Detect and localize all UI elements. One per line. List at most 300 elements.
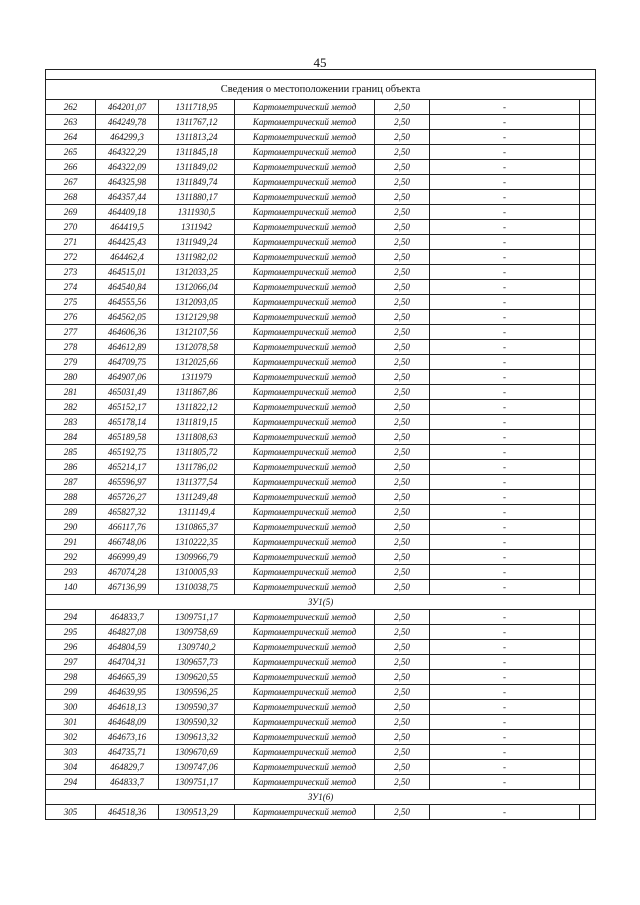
coordinate-x-cell: 464357,44: [96, 190, 159, 205]
accuracy-cell: 2,50: [375, 460, 430, 475]
table-body: [46, 70, 596, 820]
method-cell: Картометрический метод: [235, 370, 375, 385]
method-cell: Картометрический метод: [235, 415, 375, 430]
table-row: [46, 310, 596, 325]
empty-cell: [580, 655, 596, 670]
coordinate-x-cell: 465192,75: [96, 445, 159, 460]
accuracy-cell: 2,50: [375, 745, 430, 760]
description-cell: -: [430, 670, 580, 685]
coordinate-y-cell: 1309747,06: [159, 760, 235, 775]
coordinate-x-cell: 466748,06: [96, 535, 159, 550]
coordinate-y-cell: 1311718,95: [159, 100, 235, 115]
description-cell: -: [430, 265, 580, 280]
method-cell: Картометрический метод: [235, 130, 375, 145]
coordinate-y-cell: 1312093,05: [159, 295, 235, 310]
coordinate-y-cell: 1311822,12: [159, 400, 235, 415]
description-cell: -: [430, 520, 580, 535]
table-row: [46, 625, 596, 640]
coordinate-x-cell: 467074,28: [96, 565, 159, 580]
table-row: [46, 565, 596, 580]
point-number-cell: 292: [46, 550, 96, 565]
table-row: [46, 610, 596, 625]
point-number-cell: 272: [46, 250, 96, 265]
coordinate-y-cell: 1309590,37: [159, 700, 235, 715]
method-cell: Картометрический метод: [235, 385, 375, 400]
method-cell: Картометрический метод: [235, 745, 375, 760]
coordinate-y-cell: 1311942: [159, 220, 235, 235]
method-cell: Картометрический метод: [235, 505, 375, 520]
accuracy-cell: 2,50: [375, 340, 430, 355]
empty-cell: [580, 430, 596, 445]
point-number-cell: 302: [46, 730, 96, 745]
accuracy-cell: 2,50: [375, 235, 430, 250]
point-number-cell: 263: [46, 115, 96, 130]
empty-cell: [580, 625, 596, 640]
coordinate-y-cell: 1309751,17: [159, 610, 235, 625]
description-cell: -: [430, 805, 580, 820]
description-cell: -: [430, 115, 580, 130]
table-row: [46, 190, 596, 205]
coordinate-x-cell: 464673,16: [96, 730, 159, 745]
point-number-cell: 295: [46, 625, 96, 640]
point-number-cell: 303: [46, 745, 96, 760]
coordinate-y-cell: 1312078,58: [159, 340, 235, 355]
accuracy-cell: 2,50: [375, 610, 430, 625]
coordinate-y-cell: 1310005,93: [159, 565, 235, 580]
accuracy-cell: 2,50: [375, 160, 430, 175]
coordinate-x-cell: 464606,36: [96, 325, 159, 340]
coordinate-y-cell: 1311813,24: [159, 130, 235, 145]
coordinate-x-cell: 464833,7: [96, 610, 159, 625]
description-cell: -: [430, 535, 580, 550]
table-row: [46, 460, 596, 475]
point-number-cell: 140: [46, 580, 96, 595]
coordinate-y-cell: 1309657,73: [159, 655, 235, 670]
accuracy-cell: 2,50: [375, 640, 430, 655]
table-row: [46, 340, 596, 355]
description-cell: -: [430, 160, 580, 175]
description-cell: -: [430, 745, 580, 760]
table-row: [46, 730, 596, 745]
description-cell: -: [430, 505, 580, 520]
empty-cell: [580, 565, 596, 580]
empty-cell: [580, 670, 596, 685]
method-cell: Картометрический метод: [235, 100, 375, 115]
empty-cell: [580, 400, 596, 415]
method-cell: Картометрический метод: [235, 625, 375, 640]
point-number-cell: 287: [46, 475, 96, 490]
coordinate-x-cell: 465189,58: [96, 430, 159, 445]
point-number-cell: 279: [46, 355, 96, 370]
empty-cell: [580, 280, 596, 295]
empty-cell: [580, 460, 596, 475]
coordinate-x-cell: 464322,29: [96, 145, 159, 160]
coordinate-y-cell: 1309596,25: [159, 685, 235, 700]
point-number-cell: 293: [46, 565, 96, 580]
coordinate-y-cell: 1311849,74: [159, 175, 235, 190]
accuracy-cell: 2,50: [375, 130, 430, 145]
table-row: [46, 385, 596, 400]
empty-cell: [580, 490, 596, 505]
method-cell: Картометрический метод: [235, 400, 375, 415]
description-cell: -: [430, 400, 580, 415]
accuracy-cell: 2,50: [375, 250, 430, 265]
empty-cell: [580, 700, 596, 715]
accuracy-cell: 2,50: [375, 535, 430, 550]
table-title: Сведения о местоположении границ объекта: [46, 80, 596, 100]
accuracy-cell: 2,50: [375, 400, 430, 415]
coordinate-x-cell: 464322,09: [96, 160, 159, 175]
point-number-cell: 289: [46, 505, 96, 520]
empty-cell: [580, 775, 596, 790]
point-number-cell: 298: [46, 670, 96, 685]
accuracy-cell: 2,50: [375, 565, 430, 580]
header-spacer-row: [46, 70, 596, 80]
description-cell: -: [430, 130, 580, 145]
coordinate-x-cell: 465178,14: [96, 415, 159, 430]
description-cell: -: [430, 250, 580, 265]
empty-cell: [580, 610, 596, 625]
accuracy-cell: 2,50: [375, 265, 430, 280]
table-row: [46, 370, 596, 385]
coordinate-y-cell: 1310038,75: [159, 580, 235, 595]
coordinate-y-cell: 1311805,72: [159, 445, 235, 460]
empty-cell: [580, 520, 596, 535]
point-number-cell: 286: [46, 460, 96, 475]
coordinate-y-cell: 1311819,15: [159, 415, 235, 430]
coordinate-y-cell: 1311249,48: [159, 490, 235, 505]
coordinate-x-cell: 464704,31: [96, 655, 159, 670]
accuracy-cell: 2,50: [375, 520, 430, 535]
description-cell: -: [430, 775, 580, 790]
coordinate-x-cell: 464540,84: [96, 280, 159, 295]
empty-cell: [580, 415, 596, 430]
empty-cell: [580, 580, 596, 595]
table-row: [46, 430, 596, 445]
method-cell: Картометрический метод: [235, 280, 375, 295]
coordinate-y-cell: 1312129,98: [159, 310, 235, 325]
table-row: [46, 550, 596, 565]
description-cell: -: [430, 340, 580, 355]
coordinate-y-cell: 1312107,56: [159, 325, 235, 340]
coordinate-y-cell: 1309590,32: [159, 715, 235, 730]
accuracy-cell: 2,50: [375, 295, 430, 310]
empty-cell: [580, 145, 596, 160]
point-number-cell: 299: [46, 685, 96, 700]
coordinate-x-cell: 465152,17: [96, 400, 159, 415]
table-row: [46, 130, 596, 145]
table-row: [46, 775, 596, 790]
empty-cell: [580, 295, 596, 310]
point-number-cell: 284: [46, 430, 96, 445]
point-number-cell: 268: [46, 190, 96, 205]
table-row: [46, 640, 596, 655]
empty-cell: [580, 355, 596, 370]
point-number-cell: 294: [46, 610, 96, 625]
description-cell: -: [430, 145, 580, 160]
table-title-row: [46, 80, 596, 100]
accuracy-cell: 2,50: [375, 310, 430, 325]
table-row: [46, 535, 596, 550]
coordinate-x-cell: 464827,08: [96, 625, 159, 640]
table-row: [46, 490, 596, 505]
empty-cell: [580, 745, 596, 760]
point-number-cell: 304: [46, 760, 96, 775]
method-cell: Картометрический метод: [235, 340, 375, 355]
method-cell: Картометрический метод: [235, 295, 375, 310]
table-row: [46, 205, 596, 220]
empty-cell: [580, 550, 596, 565]
coordinate-x-cell: 464648,09: [96, 715, 159, 730]
coordinate-y-cell: 1309758,69: [159, 625, 235, 640]
method-cell: Картометрический метод: [235, 250, 375, 265]
table-row: [46, 355, 596, 370]
coordinate-y-cell: 1312066,04: [159, 280, 235, 295]
description-cell: -: [430, 580, 580, 595]
description-cell: -: [430, 415, 580, 430]
table-row: [46, 145, 596, 160]
empty-cell: [580, 160, 596, 175]
accuracy-cell: 2,50: [375, 355, 430, 370]
accuracy-cell: 2,50: [375, 175, 430, 190]
method-cell: Картометрический метод: [235, 700, 375, 715]
empty-cell: [580, 760, 596, 775]
method-cell: Картометрический метод: [235, 160, 375, 175]
method-cell: Картометрический метод: [235, 520, 375, 535]
description-cell: -: [430, 760, 580, 775]
coordinate-y-cell: 1311149,4: [159, 505, 235, 520]
method-cell: Картометрический метод: [235, 430, 375, 445]
description-cell: -: [430, 715, 580, 730]
table-row: [46, 445, 596, 460]
point-number-cell: 300: [46, 700, 96, 715]
description-cell: -: [430, 550, 580, 565]
method-cell: Картометрический метод: [235, 190, 375, 205]
empty-cell: [580, 505, 596, 520]
empty-cell: [580, 685, 596, 700]
description-cell: -: [430, 325, 580, 340]
accuracy-cell: 2,50: [375, 685, 430, 700]
description-cell: -: [430, 445, 580, 460]
accuracy-cell: 2,50: [375, 100, 430, 115]
coordinate-x-cell: 465827,32: [96, 505, 159, 520]
table-row: [46, 760, 596, 775]
table-row: [46, 100, 596, 115]
point-number-cell: 262: [46, 100, 96, 115]
accuracy-cell: 2,50: [375, 370, 430, 385]
point-number-cell: 278: [46, 340, 96, 355]
method-cell: Картометрический метод: [235, 775, 375, 790]
method-cell: Картометрический метод: [235, 175, 375, 190]
boundary-coordinates-table: [45, 69, 596, 820]
description-cell: -: [430, 700, 580, 715]
point-number-cell: 301: [46, 715, 96, 730]
empty-cell: [580, 250, 596, 265]
coordinate-x-cell: 464555,56: [96, 295, 159, 310]
coordinate-y-cell: 1311982,02: [159, 250, 235, 265]
table-row: [46, 670, 596, 685]
table-row: [46, 280, 596, 295]
empty-cell: [580, 235, 596, 250]
coordinate-x-cell: 464518,36: [96, 805, 159, 820]
empty-cell: [580, 340, 596, 355]
coordinate-x-cell: 464325,98: [96, 175, 159, 190]
accuracy-cell: 2,50: [375, 700, 430, 715]
accuracy-cell: 2,50: [375, 760, 430, 775]
method-cell: Картометрический метод: [235, 355, 375, 370]
empty-cell: [580, 220, 596, 235]
description-cell: -: [430, 220, 580, 235]
method-cell: Картометрический метод: [235, 115, 375, 130]
coordinate-x-cell: 464201,07: [96, 100, 159, 115]
point-number-cell: 285: [46, 445, 96, 460]
coordinate-y-cell: 1311377,54: [159, 475, 235, 490]
coordinate-x-cell: 464735,71: [96, 745, 159, 760]
table-row: [46, 520, 596, 535]
point-number-cell: 282: [46, 400, 96, 415]
point-number-cell: 275: [46, 295, 96, 310]
coordinate-x-cell: 464409,18: [96, 205, 159, 220]
table-row: [46, 160, 596, 175]
description-cell: -: [430, 190, 580, 205]
method-cell: Картометрический метод: [235, 805, 375, 820]
empty-cell: [580, 445, 596, 460]
point-number-cell: 290: [46, 520, 96, 535]
accuracy-cell: 2,50: [375, 430, 430, 445]
empty-cell: [580, 715, 596, 730]
point-number-cell: 270: [46, 220, 96, 235]
empty-cell: [580, 385, 596, 400]
coordinate-y-cell: 1311808,63: [159, 430, 235, 445]
accuracy-cell: 2,50: [375, 475, 430, 490]
method-cell: Картометрический метод: [235, 730, 375, 745]
method-cell: Картометрический метод: [235, 670, 375, 685]
method-cell: Картометрический метод: [235, 310, 375, 325]
table-row: [46, 415, 596, 430]
description-cell: -: [430, 310, 580, 325]
coordinate-x-cell: 464829,7: [96, 760, 159, 775]
empty-cell: [580, 475, 596, 490]
coordinate-x-cell: 464618,13: [96, 700, 159, 715]
empty-cell: [580, 205, 596, 220]
method-cell: Картометрический метод: [235, 475, 375, 490]
section-label: ЗУ1(6): [46, 790, 596, 805]
accuracy-cell: 2,50: [375, 325, 430, 340]
method-cell: Картометрический метод: [235, 580, 375, 595]
point-number-cell: 273: [46, 265, 96, 280]
accuracy-cell: 2,50: [375, 385, 430, 400]
point-number-cell: 291: [46, 535, 96, 550]
point-number-cell: 305: [46, 805, 96, 820]
method-cell: Картометрический метод: [235, 565, 375, 580]
description-cell: -: [430, 730, 580, 745]
empty-cell: [580, 175, 596, 190]
table-row: [46, 655, 596, 670]
coordinate-x-cell: 464562,05: [96, 310, 159, 325]
point-number-cell: 294: [46, 775, 96, 790]
point-number-cell: 276: [46, 310, 96, 325]
accuracy-cell: 2,50: [375, 415, 430, 430]
accuracy-cell: 2,50: [375, 730, 430, 745]
method-cell: Картометрический метод: [235, 715, 375, 730]
coordinate-y-cell: 1312025,66: [159, 355, 235, 370]
point-number-cell: 267: [46, 175, 96, 190]
coordinate-x-cell: 464709,75: [96, 355, 159, 370]
point-number-cell: 277: [46, 325, 96, 340]
description-cell: -: [430, 655, 580, 670]
table-row: [46, 235, 596, 250]
point-number-cell: 271: [46, 235, 96, 250]
section-label: ЗУ1(5): [46, 595, 596, 610]
coordinate-x-cell: 464419,5: [96, 220, 159, 235]
coordinate-x-cell: 464612,89: [96, 340, 159, 355]
table-row: [46, 115, 596, 130]
description-cell: -: [430, 610, 580, 625]
method-cell: Картометрический метод: [235, 205, 375, 220]
empty-cell: [580, 640, 596, 655]
page-number: 45: [313, 55, 327, 70]
point-number-cell: 280: [46, 370, 96, 385]
description-cell: -: [430, 475, 580, 490]
coordinate-y-cell: 1309613,32: [159, 730, 235, 745]
accuracy-cell: 2,50: [375, 670, 430, 685]
point-number-cell: 274: [46, 280, 96, 295]
method-cell: Картометрический метод: [235, 460, 375, 475]
table-row: [46, 700, 596, 715]
empty-cell: [580, 325, 596, 340]
point-number-cell: 264: [46, 130, 96, 145]
coordinate-x-cell: 465726,27: [96, 490, 159, 505]
coordinate-x-cell: 464515,01: [96, 265, 159, 280]
point-number-cell: 265: [46, 145, 96, 160]
coordinate-x-cell: 464249,78: [96, 115, 159, 130]
coordinate-x-cell: 464299,3: [96, 130, 159, 145]
coordinate-y-cell: 1309740,2: [159, 640, 235, 655]
method-cell: Картометрический метод: [235, 535, 375, 550]
method-cell: Картометрический метод: [235, 235, 375, 250]
accuracy-cell: 2,50: [375, 550, 430, 565]
method-cell: Картометрический метод: [235, 685, 375, 700]
accuracy-cell: 2,50: [375, 205, 430, 220]
empty-cell: [580, 190, 596, 205]
empty-cell: [580, 370, 596, 385]
table-row: [46, 580, 596, 595]
description-cell: -: [430, 205, 580, 220]
description-cell: -: [430, 640, 580, 655]
description-cell: -: [430, 370, 580, 385]
accuracy-cell: 2,50: [375, 505, 430, 520]
coordinate-x-cell: 465031,49: [96, 385, 159, 400]
coordinate-y-cell: 1312033,25: [159, 265, 235, 280]
table-row: [46, 745, 596, 760]
method-cell: Картометрический метод: [235, 655, 375, 670]
accuracy-cell: 2,50: [375, 625, 430, 640]
coordinate-y-cell: 1311930,5: [159, 205, 235, 220]
description-cell: -: [430, 460, 580, 475]
empty-cell: [580, 265, 596, 280]
accuracy-cell: 2,50: [375, 190, 430, 205]
coordinate-x-cell: 467136,99: [96, 580, 159, 595]
table-row: [46, 475, 596, 490]
method-cell: Картометрический метод: [235, 145, 375, 160]
coordinate-x-cell: 464907,06: [96, 370, 159, 385]
point-number-cell: 288: [46, 490, 96, 505]
coordinate-y-cell: 1311849,02: [159, 160, 235, 175]
table-row: [46, 175, 596, 190]
table-row: [46, 715, 596, 730]
accuracy-cell: 2,50: [375, 145, 430, 160]
table-row: [46, 505, 596, 520]
